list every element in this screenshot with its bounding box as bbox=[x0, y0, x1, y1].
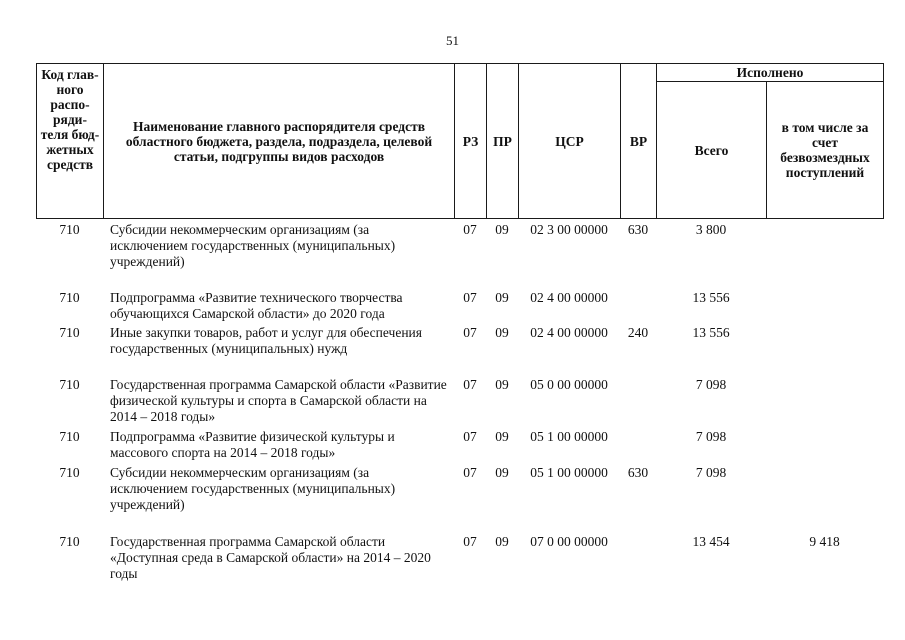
header-total: Всего bbox=[657, 82, 767, 219]
row-rz: 07 bbox=[463, 377, 477, 392]
row-code: 710 bbox=[59, 534, 80, 549]
row-total: 7 098 bbox=[695, 465, 727, 480]
row-code: 710 bbox=[59, 377, 80, 392]
row-total: 3 800 bbox=[695, 222, 727, 237]
row-pr: 09 bbox=[495, 325, 509, 340]
row-csr: 05 1 00 00000 bbox=[530, 429, 608, 444]
row-name: Субсидии некоммерческим организациям (за исключением государственных (муниципальных) учреждений) bbox=[110, 222, 396, 269]
row-name: Государственная программа Самарской области «Доступная среда в Самарской области» на 2014 – 2020 годы bbox=[110, 534, 431, 581]
row-total: 7 098 bbox=[695, 429, 727, 444]
row-rz: 07 bbox=[463, 222, 477, 237]
row-total: 13 556 bbox=[692, 325, 730, 340]
row-csr: 05 0 00 00000 bbox=[530, 377, 608, 392]
row-name: Иные закупки товаров, работ и услуг для обеспечения государственных (муниципальных) нужд bbox=[110, 325, 422, 356]
row-csr: 02 4 00 00000 bbox=[530, 325, 608, 340]
row-name: Субсидии некоммерческим организациям (за исключением государственных (муниципальных) учреждений) bbox=[110, 465, 396, 512]
row-name: Подпрограмма «Развитие физической культуры и массового спорта на 2014 – 2018 годы» bbox=[110, 429, 395, 460]
row-rz: 07 bbox=[463, 290, 477, 305]
row-name: Подпрограмма «Развитие технического творчества обучающихся Самарской области» до 2020 года bbox=[110, 290, 403, 321]
row-pr: 09 bbox=[495, 222, 509, 237]
row-code: 710 bbox=[59, 222, 80, 237]
row-csr: 05 1 00 00000 bbox=[530, 465, 608, 480]
header-pr: ПР bbox=[487, 64, 519, 219]
header-free: в том числе за счет безвозмездных поступлений bbox=[767, 82, 884, 219]
row-rz: 07 bbox=[463, 325, 477, 340]
row-pr: 09 bbox=[495, 429, 509, 444]
header-csr: ЦСР bbox=[519, 64, 621, 219]
row-vr: 240 bbox=[627, 325, 649, 340]
header-code: Код глав-ного распо-ряди-теля бюд-жетных средств bbox=[37, 64, 104, 219]
row-free: 9 418 bbox=[809, 534, 840, 549]
row-vr: 630 bbox=[627, 465, 649, 480]
row-code: 710 bbox=[59, 290, 80, 305]
row-code: 710 bbox=[59, 325, 80, 340]
row-code: 710 bbox=[59, 465, 80, 480]
row-csr: 02 4 00 00000 bbox=[530, 290, 608, 305]
header-rz: РЗ bbox=[455, 64, 487, 219]
row-total: 7 098 bbox=[695, 377, 727, 392]
row-rz: 07 bbox=[463, 465, 477, 480]
row-vr: 630 bbox=[627, 222, 649, 237]
header-executed: Исполнено bbox=[657, 64, 884, 82]
page-number: 51 bbox=[446, 33, 459, 48]
row-pr: 09 bbox=[495, 290, 509, 305]
row-total: 13 454 bbox=[692, 534, 730, 549]
table-header bbox=[36, 63, 883, 219]
row-name: Государственная программа Самарской области «Развитие физической культуры и спорта в Самарской области на 2014 – 2018 годы» bbox=[110, 377, 447, 424]
row-pr: 09 bbox=[495, 465, 509, 480]
row-total: 13 556 bbox=[692, 290, 730, 305]
row-rz: 07 bbox=[463, 429, 477, 444]
row-csr: 07 0 00 00000 bbox=[530, 534, 608, 549]
header-vr: ВР bbox=[621, 64, 657, 219]
row-csr: 02 3 00 00000 bbox=[530, 222, 608, 237]
row-rz: 07 bbox=[463, 534, 477, 549]
row-pr: 09 bbox=[495, 534, 509, 549]
header-name: Наименование главного распорядителя средств областного бюджета, раздела, подраздела, целевой статьи, подгруппы видов расходов bbox=[104, 64, 455, 219]
row-code: 710 bbox=[59, 429, 80, 444]
row-pr: 09 bbox=[495, 377, 509, 392]
